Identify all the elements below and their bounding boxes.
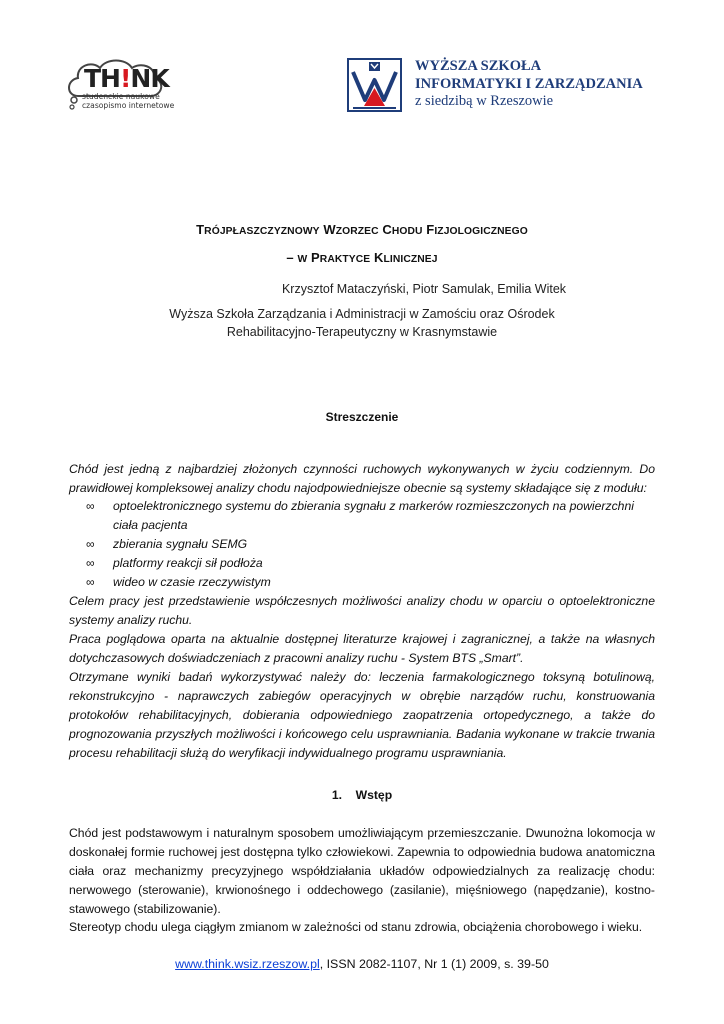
list-item: ∞ optoelektronicznego systemu do zbierania sygnału z markerów rozmieszczonych na powierzchni ciała pacjenta: [86, 499, 634, 532]
section-heading: [0, 788, 724, 802]
infinity-bullet-icon: ∞: [86, 574, 95, 589]
list-item: ∞ zbierania sygnału SEMG: [86, 535, 656, 554]
citation-text: , ISSN 2082-1107, Nr 1 (1) 2009, s. 39-50: [319, 957, 549, 971]
list-item: ∞ wideo w czasie rzeczywistym: [86, 573, 656, 592]
section-number: 1.: [331, 788, 343, 802]
wsiz-name-line2: INFORMATYKI I ZARZĄDZANIA: [415, 76, 643, 92]
intro-paragraph-2: Stereotyp chodu ulega ciągłym zmianom w zależności od stanu zdrowia, obciążenia chorobowego i wieku.: [69, 920, 643, 934]
infinity-bullet-icon: ∞: [86, 499, 95, 513]
affiliation-line1: Wyższa Szkoła Zarządzania i Administracji w Zamościu oraz Ośrodek: [169, 307, 555, 321]
wsiz-emblem-icon: [347, 58, 402, 112]
abstract-results: Otrzymane wyniki badań wykorzystywać należy do: leczenia farmakologicznego toksyną botulinową, rekonstrukcyjno - naprawczych zabiegów operacyjnych w obrębie narządów ruchu, konstruowania protokołów rehabilitacyjnych, dobierania odpowiedniego zaopatrzenia ortopedycznego, a także do prognozowania przyszłych możliwości i końcowego celu usprawniania. Badania wykonane w trakcie trwania procesu rehabilitacji służą do weryfikacji indywidualnego programu usprawniania.: [69, 670, 655, 760]
wsiz-name-line1: WYŻSZA SZKOŁA: [415, 58, 542, 74]
think-wordmark: TH!NK: [84, 64, 169, 93]
paper-title-line1: TRÓJPŁASZCZYZNOWY WZORZEC CHODU FIZJOLOGICZNEGO: [196, 222, 528, 237]
journal-link[interactable]: www.think.wsiz.rzeszow.pl: [175, 957, 320, 971]
infinity-bullet-icon: ∞: [86, 555, 95, 570]
think-subtitle-2: czasopismo internetowe: [82, 101, 175, 110]
abstract-heading: Streszczenie: [325, 410, 399, 424]
think-subtitle-1: studenckie naukowe: [82, 92, 160, 101]
wsiz-name-line3: z siedzibą w Rzeszowie: [415, 93, 554, 109]
infinity-bullet-icon: ∞: [86, 536, 95, 551]
list-item: ∞ platformy reakcji sił podłoża: [86, 554, 656, 573]
page-footer: [0, 957, 724, 971]
think-logo: [64, 56, 194, 114]
abstract-method: Praca poglądowa oparta na aktualnie dostępnej literaturze krajowej i zagranicznej, a także na własnych dotychczasowych doświadczeniach z pracowni analizy ruchu - System BTS „Smart”.: [69, 632, 655, 665]
abstract-aim: Celem pracy jest przedstawienie współczesnych możliwości analizy chodu w oparciu o optoelektroniczne systemy analizy ruchu.: [69, 594, 655, 627]
authors: Krzysztof Mataczyński, Piotr Samulak, Emilia Witek: [281, 282, 567, 296]
paper-title-line2: – W PRAKTYCE KLINICZNEJ: [286, 250, 438, 265]
intro-paragraph-1: Chód jest podstawowym i naturalnym sposobem umożliwiającym przemieszczanie. Dwunożna lokomocja w doskonałej formie ruchowej jest dostępna tylko człowiekowi. Zapewnia to odpowiednia budowa anatomiczna ciała oraz mechanizmy precyzyjnego współdziałania układów odpowiedzialnych za realizację chodu: nerwowego (sterowanie), krwionośnego i oddechowego (zasilanie), mięśniowego (napędzanie), kostno-stawowego (stabilizowanie).: [69, 826, 655, 916]
section-title: Wstęp: [355, 788, 393, 802]
abstract-intro: Chód jest jedną z najbardziej złożonych czynności ruchowych wykonywanych w życiu codziennym. Do prawidłowej kompleksowej analizy chodu najodpowiedniejsze obecnie są systemy składające się z modułu:: [69, 462, 655, 495]
affiliation-line2: Rehabilitacyjno-Terapeutyczny w Krasnymstawie: [226, 325, 498, 339]
abstract-bullet-list: [86, 497, 656, 592]
